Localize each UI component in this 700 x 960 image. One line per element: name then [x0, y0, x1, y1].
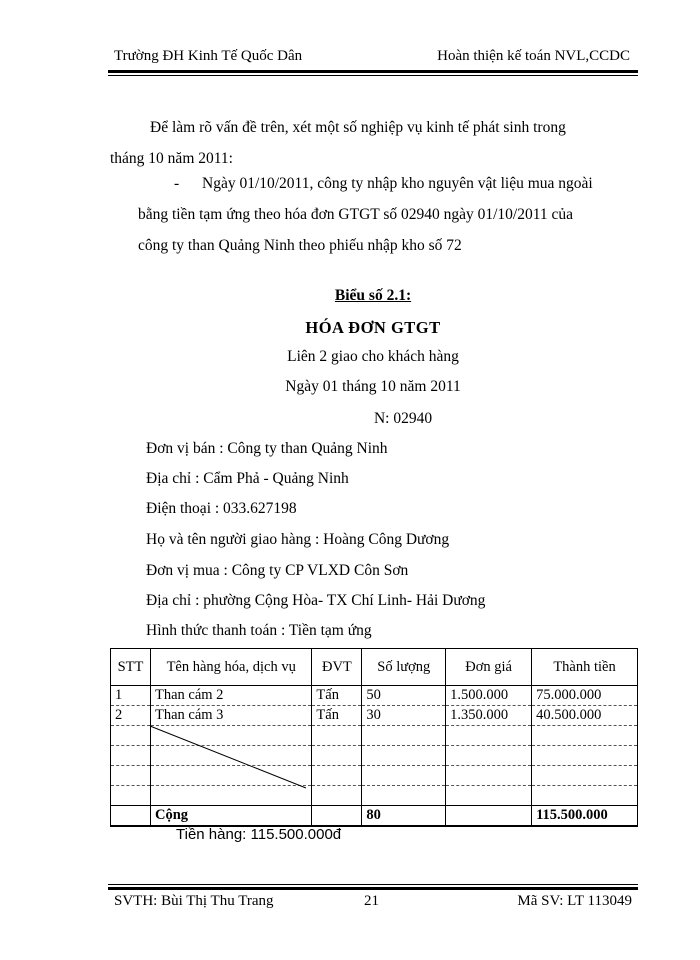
cell-empty [362, 726, 446, 746]
buyer-address-line: Địa chỉ : phường Cộng Hòa- TX Chí Linh- Hải Dương [146, 592, 486, 609]
table-row [111, 686, 638, 706]
cell-empty [446, 726, 532, 746]
total-label: Cộng [150, 806, 311, 827]
table-header-row [111, 649, 638, 686]
cell-empty [150, 786, 311, 806]
cell-empty [150, 726, 311, 746]
table-row [111, 706, 638, 726]
payment-line: Hình thức thanh toán : Tiền tạm ứng [146, 622, 372, 639]
cell-quantity: 50 [362, 686, 446, 706]
cell-empty [532, 726, 638, 746]
cell-unit-price: 1.350.000 [446, 706, 532, 726]
col-header-unit: ĐVT [312, 649, 362, 686]
cell-empty [362, 786, 446, 806]
col-header-unit-price: Đơn giá [446, 649, 532, 686]
cell-empty [362, 746, 446, 766]
figure-caption: Biểu số 2.1: [334, 287, 412, 304]
cell-quantity: 30 [362, 706, 446, 726]
footer-student: SVTH: Bùi Thị Thu Trang [114, 893, 274, 909]
cell-empty [532, 786, 638, 806]
cell-empty [111, 726, 151, 746]
invoice-title: HÓA ĐƠN GTGT [305, 318, 441, 337]
cell-empty [111, 766, 151, 786]
cell-amount: 75.000.000 [532, 686, 638, 706]
page-number: 21 [364, 893, 379, 909]
cell-empty [312, 746, 362, 766]
entry-line-3: công ty than Quảng Ninh theo phiếu nhập kho số 72 [138, 237, 462, 254]
table-row-empty [111, 746, 638, 766]
cell-stt: 1 [111, 686, 151, 706]
col-header-item: Tên hàng hóa, dịch vụ [150, 649, 311, 686]
page-header [108, 44, 636, 72]
table-row-empty [111, 766, 638, 786]
cell-empty [111, 786, 151, 806]
cell-empty [446, 806, 532, 827]
cell-unit-price: 1.500.000 [446, 686, 532, 706]
total-quantity: 80 [362, 806, 446, 827]
cell-empty [446, 766, 532, 786]
cell-unit: Tấn [312, 706, 362, 726]
table-row-empty [111, 786, 638, 806]
cell-empty [150, 746, 311, 766]
table-row-empty [111, 726, 638, 746]
total-amount: 115.500.000 [532, 806, 638, 827]
header-rule [108, 70, 638, 76]
col-header-amount: Thành tiền [532, 649, 638, 686]
cell-empty [312, 806, 362, 827]
entry-line-1: Ngày 01/10/2011, công ty nhập kho nguyên vật liệu mua ngoài [202, 175, 593, 192]
invoice-date: Ngày 01 tháng 10 năm 2011 [285, 378, 461, 395]
invoice-table [110, 648, 638, 827]
cell-item: Than cám 3 [150, 706, 311, 726]
footer-rule [108, 884, 638, 890]
buyer-line: Đơn vị mua : Công ty CP VLXD Côn Sơn [146, 562, 409, 579]
cell-empty [111, 806, 151, 827]
cell-empty [150, 766, 311, 786]
seller-line: Đơn vị bán : Công ty than Quảng Ninh [146, 440, 388, 457]
invoice-number: N: 02940 [373, 410, 433, 427]
intro-line-1: Để làm rõ vấn đề trên, xét một số nghiệp vụ kinh tế phát sinh trong [150, 119, 566, 136]
cell-empty [446, 746, 532, 766]
entry-bullet: - [174, 175, 180, 192]
cell-unit: Tấn [312, 686, 362, 706]
entry-paragraph [110, 168, 636, 261]
entry-line-2: bằng tiền tạm ứng theo hóa đơn GTGT số 02940 ngày 01/10/2011 của [138, 206, 574, 223]
header-topic: Hoàn thiện kế toán NVL,CCDC [437, 48, 630, 64]
phone-line: Điện thoại : 033.627198 [146, 500, 297, 517]
cell-empty [312, 766, 362, 786]
col-header-stt: STT [111, 649, 151, 686]
intro-paragraph [110, 112, 636, 174]
cell-empty [532, 766, 638, 786]
footer-student-id: Mã SV: LT 113049 [517, 893, 632, 909]
cell-empty [111, 746, 151, 766]
cell-empty [362, 766, 446, 786]
table-total-row [111, 806, 638, 827]
cell-item: Than cám 2 [150, 686, 311, 706]
intro-line-2: tháng 10 năm 2011: [110, 150, 233, 167]
goods-total: Tiền hàng: 115.500.000đ [176, 826, 342, 843]
col-header-quantity: Số lượng [362, 649, 446, 686]
cell-amount: 40.500.000 [532, 706, 638, 726]
cell-empty [312, 726, 362, 746]
cell-stt: 2 [111, 706, 151, 726]
cell-empty [312, 786, 362, 806]
seller-address-line: Địa chỉ : Cẩm Phả - Quảng Ninh [146, 470, 349, 487]
cell-empty [446, 786, 532, 806]
invoice-copy: Liên 2 giao cho khách hàng [287, 348, 459, 365]
deliverer-line: Họ và tên người giao hàng : Hoàng Công Dương [146, 531, 450, 548]
header-school: Trường ĐH Kinh Tế Quốc Dân [114, 48, 303, 64]
cell-empty [532, 746, 638, 766]
